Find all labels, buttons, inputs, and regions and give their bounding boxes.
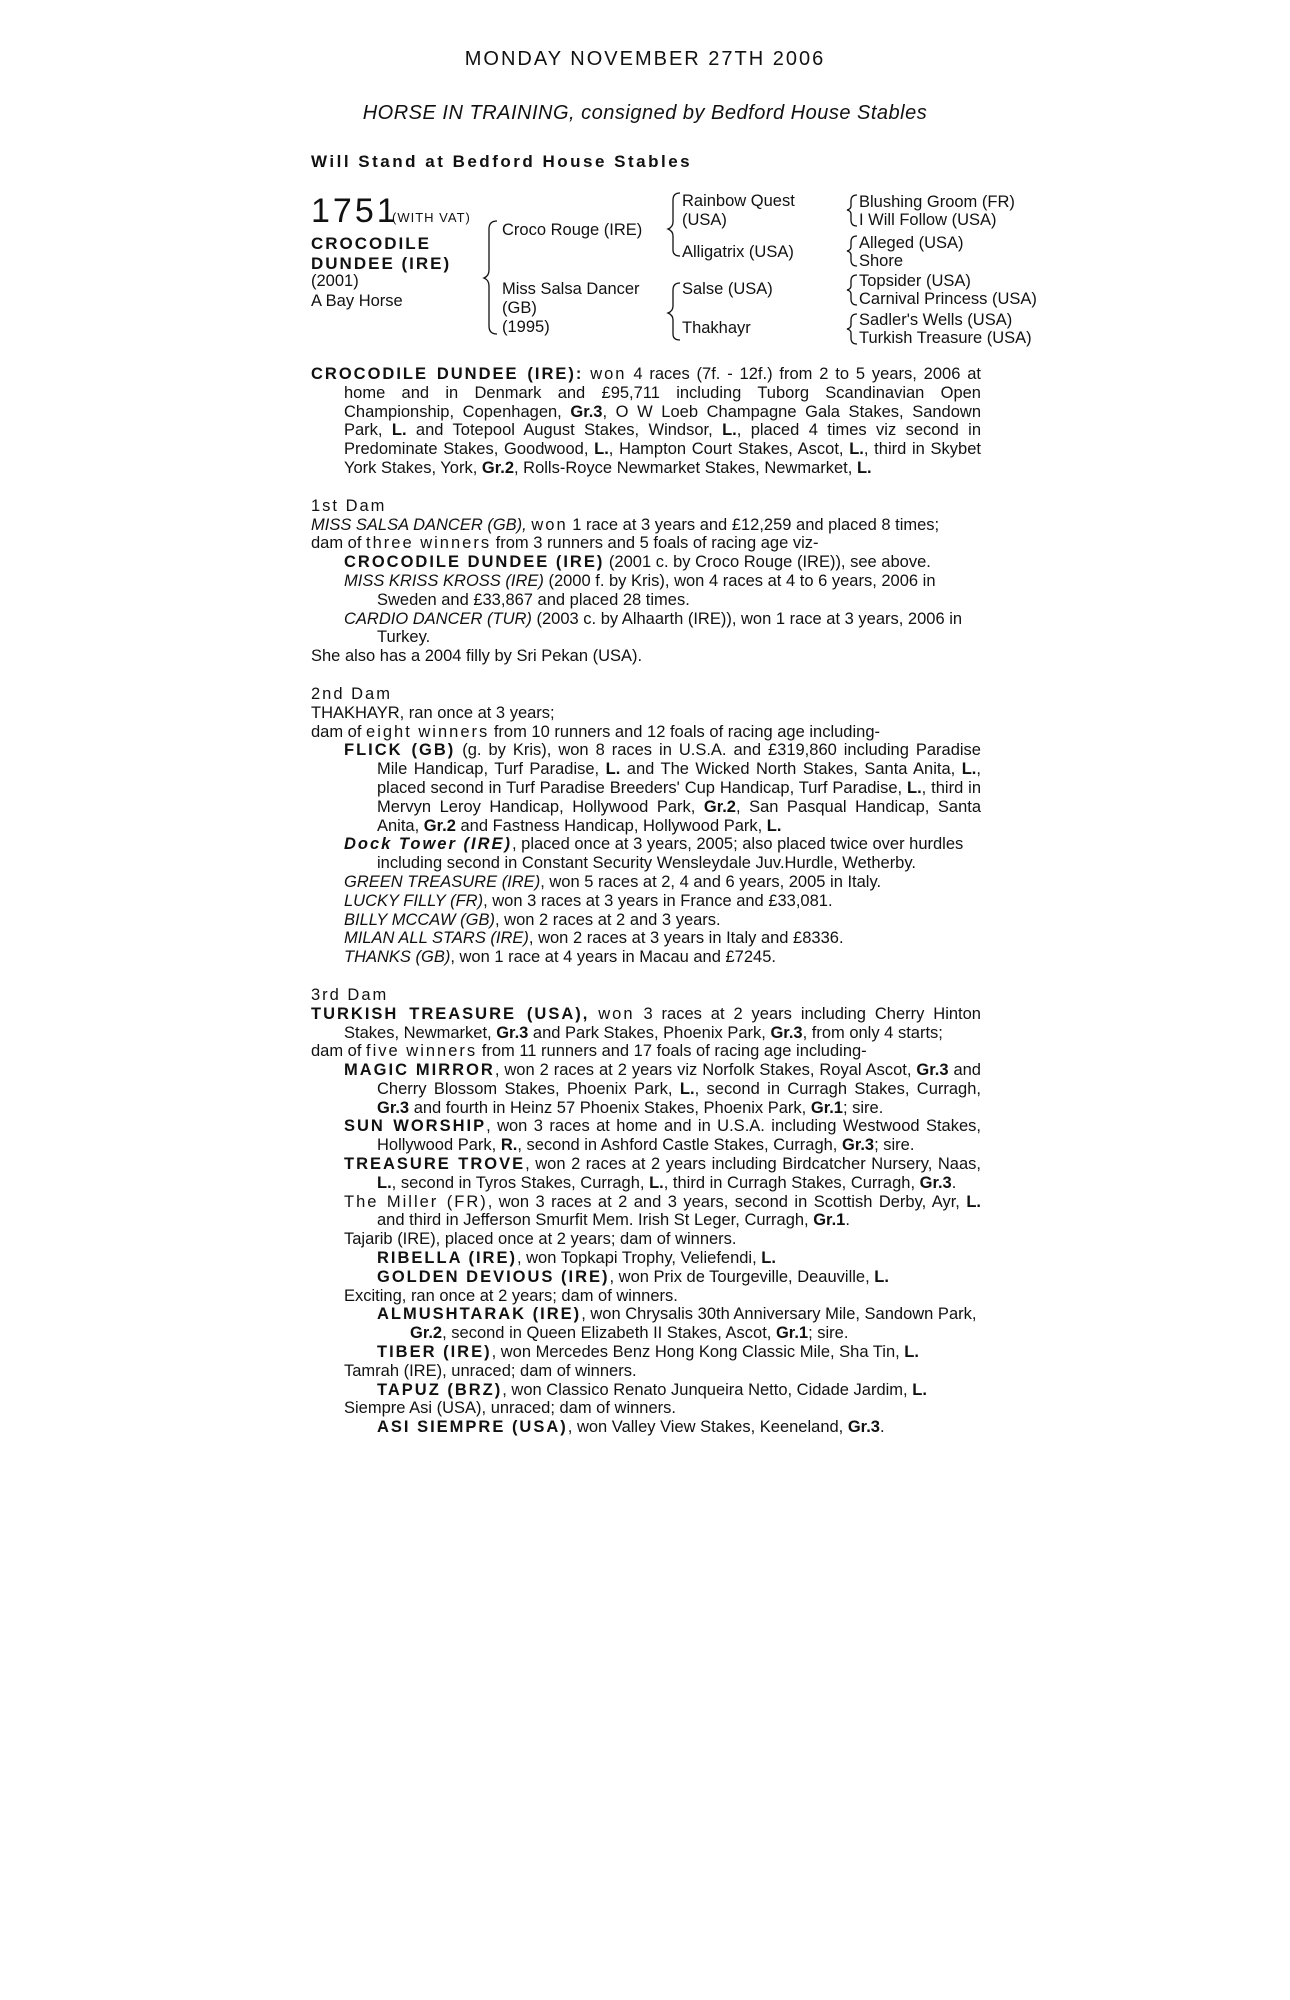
gen3-3: Alleged (USA)	[859, 234, 964, 252]
gen3-8: Turkish Treasure (USA)	[859, 329, 1032, 347]
dam-dam: Thakhayr	[682, 319, 751, 337]
dam-name-line1: Miss Salsa Dancer	[502, 280, 640, 298]
first-dam-name: MISS SALSA DANCER (GB),	[311, 515, 527, 534]
g-brace-1	[847, 195, 857, 226]
gen3-5: Topsider (USA)	[859, 272, 971, 290]
progeny-text: .	[951, 1173, 957, 1192]
progeny-name: MISS KRISS KROSS (IRE)	[344, 571, 544, 590]
progeny-name: The Miller (FR)	[344, 1192, 488, 1211]
progeny-name: ASI SIEMPRE (USA)	[377, 1418, 568, 1437]
progeny-text: and Fastness Handicap, Hollywood Park,	[455, 816, 767, 835]
progeny-text: , won Chrysalis 30th Anniversary Mile, Sandown Park,	[581, 1305, 977, 1324]
progeny-name: CARDIO DANCER (TUR)	[344, 609, 532, 628]
progeny-text: , won 3 races at home and in U.S.A. including Westwood Stakes, Hollywood Park,	[377, 1117, 981, 1155]
progeny-text: , placed once at 3 years, 2005; also placed twice over hurdles including second in Constant Security Wensleydale Juv.Hurdle, Wetherby.	[377, 835, 964, 873]
gen3-4: Shore	[859, 252, 904, 270]
listed-label: L.	[391, 421, 407, 440]
listed-label: L.	[594, 440, 609, 459]
progeny-name: MAGIC MIRROR	[344, 1061, 495, 1080]
grand-progeny-entry	[311, 1381, 981, 1400]
summary-text: , third in Skybet York Stakes, York,	[344, 440, 981, 477]
listed-label: L.	[907, 778, 922, 797]
pedigree-brackets	[0, 0, 1290, 360]
listed-label: L.	[874, 1267, 889, 1286]
progeny-text: , won Prix de Tourgeville, Deauville,	[609, 1267, 875, 1286]
first-dam-also: She also has a 2004 filly by Sri Pekan (USA).	[311, 647, 643, 666]
listed-label: L.	[766, 816, 782, 835]
progeny-entry	[311, 835, 981, 873]
grand-progeny-entry	[311, 1418, 981, 1437]
produce-daughter: Siempre Asi (USA), unraced; dam of winners.	[344, 1399, 676, 1418]
winners-count: eight winners	[366, 722, 490, 741]
progeny-text: , second in Queen Elizabeth II Stakes, Ascot,	[442, 1324, 776, 1343]
listed-label: L.	[912, 1380, 927, 1399]
dam-name	[502, 280, 640, 337]
progeny-entry	[311, 1193, 981, 1231]
listed-label: L.	[961, 760, 977, 779]
progeny-name: GREEN TREASURE (IRE)	[344, 872, 541, 891]
won-text: won	[598, 1004, 635, 1023]
sire-sire-line2: (USA)	[682, 211, 727, 229]
won-text: won	[531, 515, 568, 534]
progeny-name: MILAN ALL STARS (IRE)	[344, 929, 529, 948]
progeny-entry	[311, 929, 981, 948]
grand-progeny-entry	[311, 1343, 981, 1362]
listed-label: L.	[649, 1173, 664, 1192]
catalogue-notes	[311, 365, 981, 1437]
progeny-text: , second in Tyros Stakes, Curragh,	[391, 1173, 650, 1192]
dam-sire: Salse (USA)	[682, 280, 773, 298]
sire-dam: Alligatrix (USA)	[682, 243, 794, 261]
stand-location: Will Stand at Bedford House Stables	[311, 152, 693, 171]
winners-count: three winners	[366, 534, 492, 553]
progeny-text: (2001 c. by Croco Rouge (IRE)), see above.	[604, 553, 931, 572]
progeny-name: TAPUZ (BRZ)	[377, 1380, 503, 1399]
progeny-text: , won 2 races at 3 years in Italy and £8336.	[528, 929, 844, 948]
grand-progeny-entry	[311, 1249, 981, 1268]
dam-of-text: from 3 runners and 5 foals of racing age viz-	[491, 534, 819, 553]
record-text: and Park Stakes, Phoenix Park,	[528, 1023, 771, 1042]
progeny-text: ; sire.	[842, 1098, 884, 1117]
horse-name-line2: DUNDEE (IRE)	[311, 254, 452, 273]
g-brace-3	[847, 275, 857, 305]
g-brace-2	[847, 236, 857, 266]
summary-text: 4 races (7f. - 12f.) from 2 to 5 years, 2006 at home and in Denmark and £95,711 including Tuborg Scandinavian Open Championship, Copenhagen,	[344, 365, 981, 421]
progeny-name: ALMUSHTARAK (IRE)	[377, 1305, 582, 1324]
progeny-name: RIBELLA (IRE)	[377, 1249, 517, 1268]
grade-label: Gr.3	[496, 1023, 529, 1042]
progeny-text: , won 3 races at 2 and 3 years, second in Scottish Derby, Ayr,	[487, 1192, 967, 1211]
produce-daughter: Exciting, ran once at 2 years; dam of winners.	[344, 1286, 678, 1305]
grade-label: Gr.2	[410, 1324, 443, 1343]
summary-text: , Hampton Court Stakes, Ascot,	[608, 440, 850, 459]
second-dam-produce-line	[311, 723, 981, 742]
progeny-text: , won 5 races at 2, 4 and 6 years, 2005 in Italy.	[540, 872, 882, 891]
listed-label: L.	[679, 1079, 695, 1098]
progeny-text: .	[879, 1418, 885, 1437]
winners-count: five winners	[366, 1042, 478, 1061]
gen3-2: I Will Follow (USA)	[859, 211, 997, 229]
first-dam-record: 1 race at 3 years and £12,259 and placed 8 times;	[567, 515, 940, 534]
progeny-entry	[311, 572, 981, 610]
sire-brace	[668, 193, 680, 256]
progeny-name: TIBER (IRE)	[377, 1343, 492, 1362]
progeny-text: , third in Mervyn Leroy Handicap, Hollywood Park,	[377, 778, 981, 816]
progeny-text: ; sire.	[808, 1324, 849, 1343]
dam-of-text: dam of	[311, 722, 367, 741]
grade-label: Gr.3	[377, 1098, 410, 1117]
grade-label: Gr.3	[919, 1173, 952, 1192]
progeny-name: LUCKY FILLY (FR)	[344, 891, 484, 910]
summary-text: , placed 4 times viz second in Predominate Stakes, Goodwood,	[344, 421, 981, 459]
listed-label: L.	[904, 1343, 919, 1362]
progeny-text: (g. by Kris), won 8 races in U.S.A. and £319,860 including Paradise Mile Handicap, Turf Paradise,	[377, 741, 981, 779]
listed-label: L.	[605, 760, 621, 779]
sire-sire	[682, 192, 795, 230]
progeny-text: , second in Ashford Castle Stakes, Curragh,	[517, 1136, 842, 1155]
listed-label: L.	[761, 1249, 776, 1268]
grand-progeny-entry	[311, 1268, 981, 1287]
progeny-text: and The Wicked North Stakes, Santa Anita,	[620, 760, 962, 779]
listed-label: L.	[849, 440, 864, 459]
sire-sire-line1: Rainbow Quest	[682, 192, 795, 210]
progeny-text: ; sire.	[874, 1136, 915, 1155]
progeny-text: , won Classico Renato Junqueira Netto, Cidade Jardim,	[502, 1380, 913, 1399]
listed-label: L.	[377, 1173, 392, 1192]
race-summary	[311, 365, 981, 478]
progeny-entry	[311, 1117, 981, 1155]
main-brace	[484, 221, 497, 334]
grade-label: Gr.2	[703, 797, 736, 816]
progeny-text: , won 2 races at 2 years including Birdcatcher Nursery, Naas,	[525, 1155, 981, 1174]
second-dam-name-line: THAKHAYR, ran once at 3 years;	[311, 703, 555, 722]
progeny-name: THANKS (GB)	[344, 948, 451, 967]
third-dam-record	[311, 1005, 981, 1043]
progeny-text: , won Valley View Stakes, Keeneland,	[567, 1418, 848, 1437]
third-dam-heading: 3rd Dam	[311, 985, 389, 1004]
grade-label: Gr.3	[916, 1061, 949, 1080]
gen3-7: Sadler's Wells (USA)	[859, 311, 1013, 329]
listed-label: L.	[722, 421, 737, 440]
dam-brace	[668, 283, 680, 340]
progeny-text: and third in Jefferson Smurfit Mem. Irish St Leger, Curragh,	[377, 1211, 814, 1230]
dam-of-text: from 11 runners and 17 foals of racing age including-	[477, 1042, 867, 1061]
grade-label: Gr.1	[813, 1211, 846, 1230]
dam-name-line3: (1995)	[502, 318, 550, 336]
progeny-text: , won Topkapi Trophy, Veliefendi,	[516, 1249, 762, 1268]
gen3-1: Blushing Groom (FR)	[859, 193, 1015, 211]
progeny-text: , San Pasqual Handicap, Santa Anita,	[377, 797, 982, 835]
summary-won: won	[590, 365, 627, 383]
progeny-entry	[311, 610, 981, 648]
consignment-line: HORSE IN TRAINING, consigned by Bedford House Stables	[362, 102, 928, 124]
progeny-entry	[311, 892, 981, 911]
progeny-entry	[311, 948, 981, 967]
vat-note: (WITH VAT)	[392, 210, 471, 225]
sale-date: MONDAY NOVEMBER 27TH 2006	[464, 48, 826, 70]
record-text: 3 races at 2 years including Cherry Hinton Stakes, Newmarket,	[344, 1004, 981, 1042]
progeny-entry	[311, 911, 981, 930]
third-dam-name: TURKISH TREASURE (USA),	[311, 1004, 590, 1023]
progeny-name: FLICK (GB)	[344, 741, 456, 760]
lot-number: 1751	[311, 192, 399, 230]
grade-label: Gr.1	[775, 1324, 809, 1343]
dam-of-text: dam of	[311, 1042, 367, 1061]
dam-of-text: from 10 runners and 12 foals of racing age including-	[489, 722, 880, 741]
summary-horse-name: CROCODILE DUNDEE (IRE):	[311, 365, 584, 383]
grade-label: Gr.2	[423, 816, 456, 835]
listed-label: L.	[966, 1192, 981, 1211]
gen3-6: Carnival Princess (USA)	[859, 290, 1037, 308]
summary-text: , Rolls-Royce Newmarket Stakes, Newmarket,	[514, 458, 857, 477]
dam-of-text: dam of	[311, 534, 367, 553]
progeny-text: and Cherry Blossom Stakes, Phoenix Park,	[377, 1061, 981, 1098]
progeny-entry	[311, 873, 981, 892]
progeny-name: Dock Tower (IRE)	[344, 835, 512, 854]
progeny-text: , third in Curragh Stakes, Curragh,	[663, 1173, 920, 1192]
dam-name-line2: (GB)	[502, 299, 537, 317]
progeny-text: (2003 c. by Alhaarth (IRE)), won 1 race at 3 years, 2006 in Turkey.	[377, 609, 963, 647]
progeny-text: .	[845, 1211, 850, 1230]
grand-progeny-entry	[311, 1305, 981, 1343]
progeny-name: SUN WORSHIP	[344, 1117, 487, 1136]
progeny-text: , placed second in Turf Paradise Breeders' Cup Handicap, Turf Paradise,	[377, 760, 981, 797]
grade-label: Gr.1	[810, 1098, 843, 1117]
progeny-text: (2000 f. by Kris), won 4 races at 4 to 6 years, 2006 in Sweden and £33,867 and placed 28 times.	[377, 571, 936, 609]
grade-label: Gr.2	[481, 458, 514, 477]
listed-label: L.	[856, 458, 872, 477]
grade-label: Gr.3	[570, 402, 603, 421]
progeny-entry	[311, 1155, 981, 1193]
progeny-text: , won 1 race at 4 years in Macau and £7245.	[450, 948, 776, 967]
produce-daughter: Tamrah (IRE), unraced; dam of winners.	[344, 1361, 637, 1380]
progeny-text: and fourth in Heinz 57 Phoenix Stakes, Phoenix Park,	[409, 1098, 811, 1117]
record-text: , from only 4 starts;	[802, 1023, 943, 1042]
summary-text: , O W Loeb Champagne Gala Stakes, Sandown Park,	[344, 402, 981, 440]
progeny-text: , won 3 races at 3 years in France and £33,081.	[483, 891, 833, 910]
horse-description: A Bay Horse	[311, 292, 403, 310]
horse-name-line1: CROCODILE	[311, 234, 431, 253]
sire-name: Croco Rouge (IRE)	[502, 221, 643, 239]
first-dam-heading: 1st Dam	[311, 496, 387, 515]
progeny-name: GOLDEN DEVIOUS (IRE)	[377, 1267, 610, 1286]
progeny-name: CROCODILE DUNDEE (IRE)	[344, 553, 605, 572]
progeny-text: , won 2 races at 2 years viz Norfolk Stakes, Royal Ascot,	[494, 1061, 917, 1080]
progeny-entry	[311, 553, 981, 572]
progeny-entry	[311, 741, 981, 835]
first-dam-name-line	[311, 516, 981, 535]
first-dam-produce-line	[311, 534, 981, 553]
produce-daughter: Tajarib (IRE), placed once at 2 years; dam of winners.	[344, 1230, 737, 1249]
g-brace-4	[847, 314, 857, 344]
progeny-text: , won Mercedes Benz Hong Kong Classic Mile, Sha Tin,	[491, 1343, 905, 1362]
grade-label: Gr.3	[770, 1023, 803, 1042]
second-dam-heading: 2nd Dam	[311, 684, 392, 703]
progeny-text: , won 2 races at 2 and 3 years.	[495, 910, 721, 929]
third-dam-produce-line	[311, 1042, 981, 1061]
progeny-entry	[311, 1061, 981, 1117]
progeny-name: BILLY MCCAW (GB)	[344, 910, 495, 929]
restricted-label: R.	[500, 1136, 518, 1155]
grade-label: Gr.3	[847, 1418, 880, 1437]
foaling-year: (2001)	[311, 272, 359, 290]
summary-text: and Totepool August Stakes, Windsor,	[406, 421, 723, 440]
grade-label: Gr.3	[841, 1136, 875, 1155]
progeny-text: , second in Curragh Stakes, Curragh,	[694, 1079, 981, 1098]
progeny-name: TREASURE TROVE	[344, 1155, 526, 1174]
